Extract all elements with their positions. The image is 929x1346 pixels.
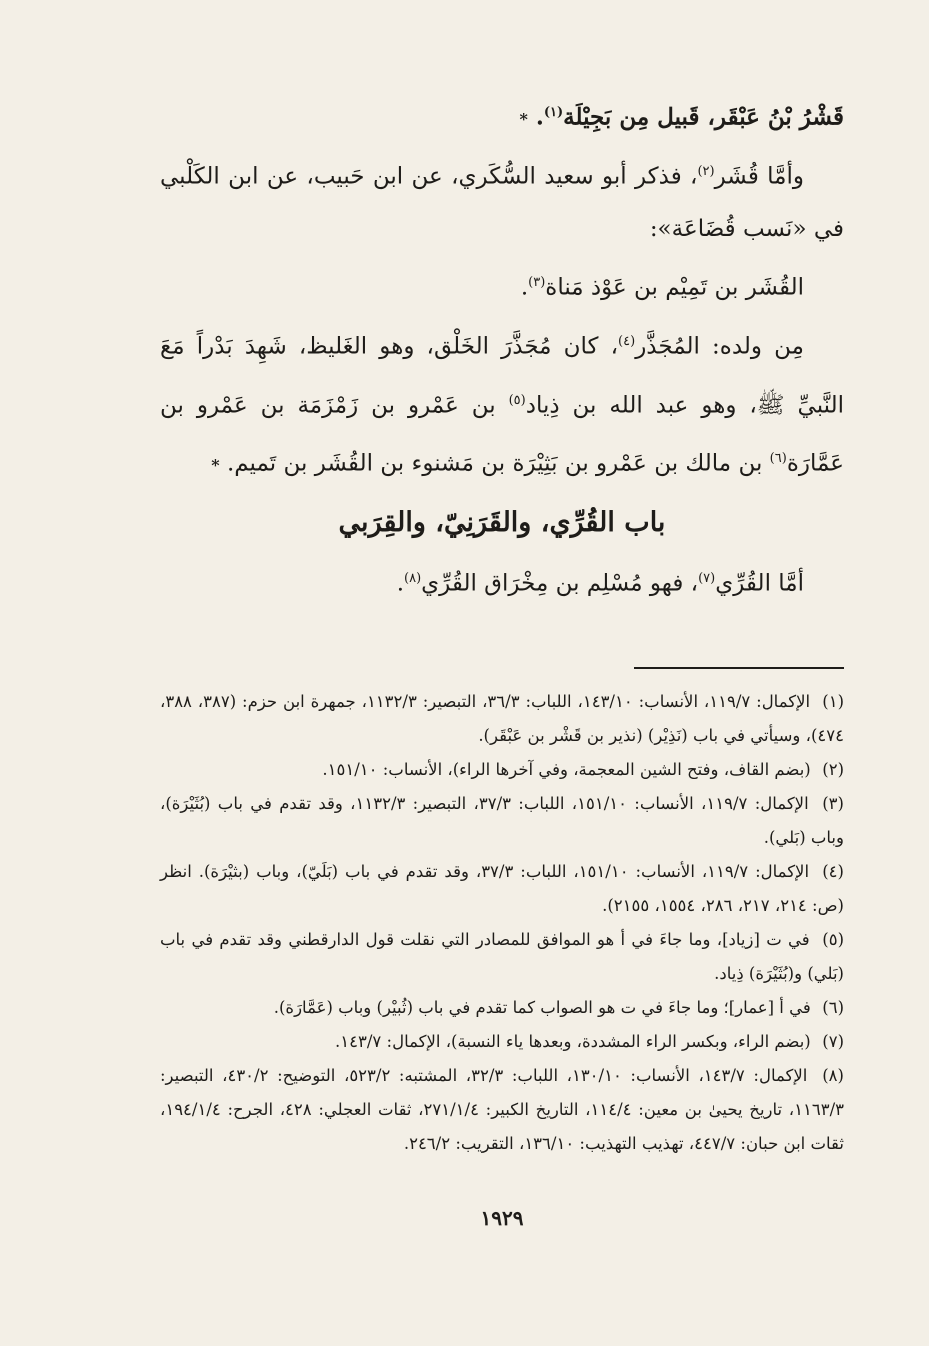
paragraph-qushar-text-a: وأمَّا قُشَر [714,163,804,190]
footnote-rule [634,667,844,669]
footnote [160,1059,844,1161]
paragraph-qurri-tail: . [396,570,404,597]
footnote-ref-3: (٣) [528,275,546,291]
entry-heading-text: قَشْرُ بْنُ عَبْقَر، قَبيل مِن بَجِيْلَة [563,103,844,131]
paragraph-mujadhdhar-text-d: بن مالك بن عَمْرو بن بَثِيْرَة بن مَشنوء بن القُشَر بن تَميم. [226,450,770,477]
footnote-text: في أ [عمار]؛ وما جاءَ في ت هو الصواب كما تقدم في باب (ثُبيْر) وباب (عَمَّارَة). [273,997,811,1017]
entry-end-star: * [519,109,528,129]
section-title: باب القُرِّي، والقَرَنِيّ، والقِرَبي [338,506,666,538]
paragraph-mujadhdhar-text-c: بن عَمْرو بن زَمْزَمَة بن عَمْرو بن عَمَّارَة [160,392,844,477]
paragraph-qushar-text-b: ، فذكر أبو سعيد السُّكَري، عن ابن حَبيب، عن ابن الكَلْبي في «نَسب قُضَاعَة»: [160,163,844,243]
footnotes [160,685,844,1161]
footnote-text: الإكمال: ١١٩/٧، الأنساب: ١٥١/١٠، اللباب: ٣٧/٣، التبصير: ١١٣٢/٣، وقد تقدم في باب (بُثَيْرَة)، وباب (بَلي). [160,793,844,847]
footnote-ref-8: (٨) [404,570,422,586]
footnote [160,685,844,753]
footnote-number: (٧) [822,1031,844,1051]
footnote-separator [160,651,844,681]
footnote-text: الإكمال: ١١٩/٧، الأنساب: ١٤٣/١٠، اللباب: ٣٦/٣، التبصير: ١١٣٢/٣، جمهرة ابن حزم: (٣٨٧، ٣٨٨، ٤٧٤)، وسيأتي في باب (نَذِيْر) (نذير بن قَشْر بن عَبْقَر). [160,691,844,745]
footnote-ref-4: (٤) [618,333,636,349]
footnote-number: (٤) [822,861,844,881]
paragraph-mujadhdhar-text-a: مِن ولده: المُجَذَّر [635,333,804,360]
footnote-text: الإكمال: ١١٩/٧، الأنساب: ١٥١/١٠، اللباب: ٣٧/٣، وقد تقدم في باب (بَلَيّ)، وباب (بثيْرَة). انظر (ص: ٢١٤، ٢١٧، ٢٨٦، ١٥٥٤، ٢١٥٥). [160,861,844,915]
footnote-ref-6: (٦) [769,451,787,467]
footnote-number: (٥) [822,929,845,949]
document-page [160,88,844,1288]
paragraph-mujadhdhar-text-b: ، كان مُجَذَّرَ الخَلْق، وهو الغَليظ، شَهِدَ بَدْراً مَعَ النَّبيِّ ﷺ، وهو عبد الله بن ذِياد [160,333,844,419]
footnote-text: الإكمال: ١٤٣/٧، الأنساب: ١٣٠/١٠، اللباب: ٣٢/٣، المشتبه: ٥٢٣/٢، التوضيح: ٤٣٠/٢، التبصير: ١١٦٣/٣، تاريخ يحيىٰ بن معين: ١١٤/٤، التاريخ الكبير: ٢٧١/١/٤، ثقات العجلي: ٤٢٨، الجرح: ١٩٤/١/٤، ثقات ابن حبان: ٤٤٧/٧، تهذيب التهذيب: ١٣٦/١٠، التقريب: ٢٤٦/٢. [160,1065,845,1153]
footnote-ref-2: (٢) [697,163,715,179]
footnote-number: (٣) [822,793,844,813]
footnote-text: (بضم القاف، وفتح الشين المعجمة، وفي آخرها الراء)، الأنساب: ١٥١/١٠. [322,759,811,779]
footnote-number: (٢) [822,759,844,779]
footnote [160,1025,844,1059]
footnote-ref-1: (١) [543,105,564,120]
page-number: ١٩٢٩ [480,1206,524,1230]
paragraph-genealogy [160,256,844,315]
paragraph-qurri-text-b: ، فهو مُسْلِم بن مِخْرَاق القُرِّي [421,570,699,597]
footnote [160,787,844,855]
paragraph-qushar [160,145,844,257]
paragraph-qurri-text-a: أمَّا القُرِّي [715,570,804,597]
footnote-number: (٨) [822,1065,844,1085]
paragraph-mujadhdhar [160,315,844,492]
footnote [160,855,844,923]
entry-heading-qashr [160,88,844,145]
paragraph-end-star: * [211,455,220,475]
footnote [160,923,844,991]
paragraph-genealogy-text: القُشَر بن تَمِيْم بن عَوْذ مَناة [545,274,804,301]
entry-heading-tail: . [535,103,544,131]
footnote [160,991,844,1025]
footnote [160,753,844,787]
footnote-text: (بضم الراء، وبكسر الراء المشددة، وبعدها ياء النسبة)، الإكمال: ١٤٣/٧. [335,1031,811,1051]
footnote-number: (٦) [822,997,844,1017]
footnote-text: في ت [زياد]، وما جاءَ في أ هو الموافق للمصادر التي نقلت قول الدارقطني وقد تقدم في باب (بَلي) و(بُثَيْرَة) ذِياد. [160,929,844,983]
footnote-ref-7: (٧) [698,570,716,586]
paragraph-genealogy-tail: . [520,274,529,301]
footnote-ref-5: (٥) [508,392,526,408]
footnote-number: (١) [822,691,844,711]
paragraph-qurri [160,552,844,611]
